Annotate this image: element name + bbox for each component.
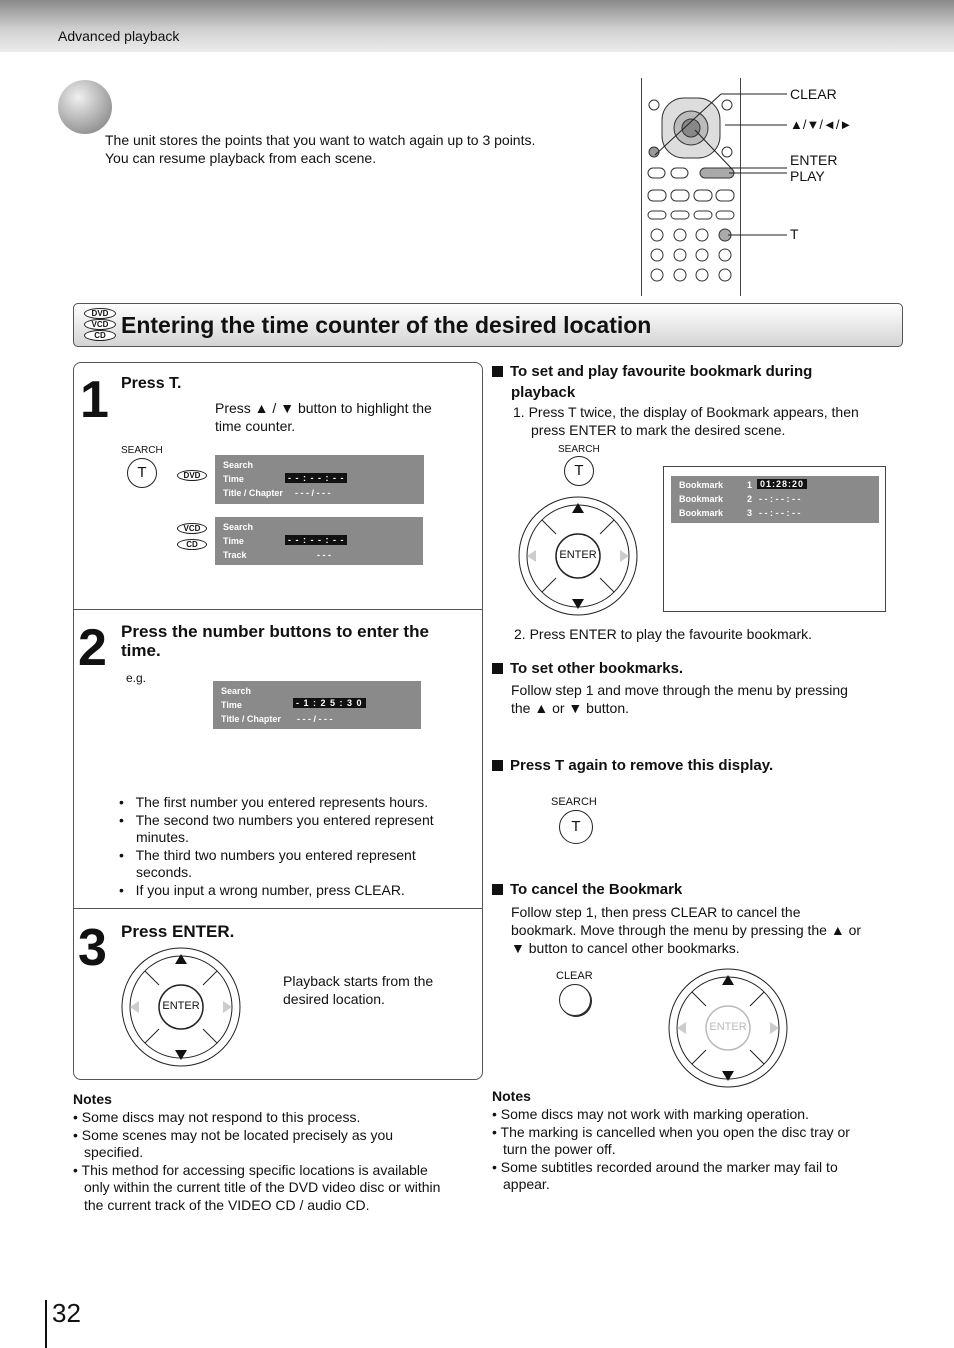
step-2-bullets: [119, 794, 434, 899]
note-item: • The marking is cancelled when you open the disc tray or: [492, 1123, 850, 1140]
step-3-number: 3: [78, 919, 107, 977]
osd-example: [213, 681, 421, 729]
other-bookmarks-text: [511, 681, 848, 717]
sphere-icon: [58, 80, 112, 134]
intro-text: [105, 131, 535, 167]
other-bookmarks-text-b: the ▲ or ▼ button.: [511, 700, 629, 716]
bullet-3: • The third two numbers you entered represent: [119, 846, 416, 863]
osd-row-time: Time: [223, 474, 244, 484]
vcd-disc-icon: VCD: [84, 319, 116, 330]
osd-track-value: - - -: [317, 550, 331, 560]
step-1-desc-a: Press ▲ / ▼ button to highlight the: [215, 400, 432, 416]
cd-disc-icon: CD: [84, 330, 116, 341]
bookmark-row-num: 2: [747, 494, 753, 504]
osd-row-time: Time: [221, 700, 242, 710]
bookmark-screen: [663, 466, 886, 612]
notes-left-heading: Notes: [73, 1091, 112, 1107]
osd-row-track: Track: [223, 550, 247, 560]
remove-display-heading-text: Press T again to remove this display.: [510, 757, 774, 774]
bookmark-row-num: 1: [747, 480, 753, 490]
bookmark-heading-b: playback: [511, 384, 576, 401]
search-label: SEARCH: [558, 444, 600, 455]
note-item-cont: turn the power off.: [503, 1141, 616, 1157]
page-number-rule: [45, 1300, 47, 1348]
step-1-number: 1: [80, 371, 109, 429]
step-1-desc-b: time counter.: [215, 418, 296, 434]
bullet-2-cont: minutes.: [136, 829, 189, 845]
bookmark-row-label: Bookmark: [679, 480, 724, 490]
step-2-number: 2: [78, 619, 107, 677]
note-item: • Some subtitles recorded around the marker may fail to: [492, 1158, 838, 1175]
intro-line-2: You can resume playback from each scene.: [105, 150, 377, 166]
enter-label: ENTER: [559, 549, 597, 561]
t-button-icon: T: [127, 458, 157, 488]
remote-leader-lines: [641, 78, 791, 296]
enter-label: ENTER: [162, 1000, 200, 1012]
step-1-desc: [215, 399, 432, 435]
bookmark-step-1-b: press ENTER to mark the desired scene.: [531, 422, 786, 438]
note-item-cont: appear.: [503, 1176, 550, 1192]
bookmark-row-value: - - : - - : - -: [759, 508, 801, 518]
page-number: 32: [52, 1298, 81, 1328]
cancel-bookmark-text-c: ▼ button to cancel other bookmarks.: [511, 940, 740, 956]
osd-row-search: Search: [221, 686, 252, 696]
square-bullet-icon: [492, 760, 503, 771]
section-label: Advanced playback: [58, 28, 180, 44]
play-label: PLAY: [790, 168, 825, 184]
notes-left-list: [73, 1109, 440, 1214]
note-item-cont: the current track of the VIDEO CD / audio CD.: [84, 1196, 370, 1213]
step-2-title-b: time.: [121, 641, 161, 660]
step-3-title: Press ENTER.: [121, 922, 235, 941]
enter-pad-icon: [667, 967, 789, 1089]
osd-row-search: Search: [223, 460, 254, 470]
t-button-icon: T: [564, 456, 594, 486]
intro-line-1: The unit stores the points that you want to watch again up to 3 points.: [105, 132, 536, 148]
t-button-icon: T: [559, 810, 593, 844]
bookmark-heading-a: To set and play favourite bookmark during: [510, 363, 813, 380]
note-item: • Some scenes may not be located precisely as you: [73, 1126, 394, 1143]
bullet-text: The second two numbers you entered represent: [135, 811, 434, 828]
bookmark-step-1: [513, 403, 859, 439]
square-bullet-icon: [492, 884, 503, 895]
cancel-bookmark-text-b: bookmark. Move through the menu by pressing the ▲ or: [511, 922, 862, 938]
other-bookmarks-text-a: Follow step 1 and move through the menu by pressing: [511, 682, 848, 698]
enter-label: ENTER: [790, 152, 838, 168]
bookmark-row-value: 01:28:20: [757, 479, 807, 489]
bullet-1: • The first number you entered represents hours.: [119, 794, 429, 810]
osd-time-value: - - : - - : - -: [285, 473, 347, 483]
notes-right-heading: Notes: [492, 1088, 531, 1104]
step-divider-2: [74, 908, 482, 909]
cd-disc-icon: CD: [177, 539, 207, 550]
osd-dvd-search: [215, 455, 424, 504]
step-divider-1: [74, 609, 482, 610]
bookmark-row-value: - - : - - : - -: [759, 494, 801, 504]
search-label: SEARCH: [551, 796, 597, 808]
bullet-text: If you input a wrong number, press CLEAR.: [135, 881, 405, 898]
header-bar: [0, 0, 954, 52]
square-bullet-icon: [492, 366, 503, 377]
notes-right-list: [492, 1106, 850, 1194]
osd-row-title: Title / Chapter: [221, 714, 281, 724]
bookmark-step-2: 2. Press ENTER to play the favourite bookmark.: [514, 626, 813, 642]
osd-title-value: - - - / - - -: [295, 488, 331, 498]
bookmark-step-1-a: 1. Press T twice, the display of Bookmark appears, then: [513, 404, 859, 420]
banner-title: Entering the time counter of the desired location: [121, 312, 652, 338]
note-item: • This method for accessing specific locations is available: [73, 1161, 428, 1178]
clear-button-label: CLEAR: [556, 970, 593, 982]
enter-pad-icon: [120, 946, 242, 1068]
vcd-disc-icon: VCD: [177, 523, 207, 534]
step-3-desc-a: Playback starts from the: [283, 973, 434, 989]
osd-time-value: - - : - - : - -: [285, 535, 347, 545]
arrows-label: ▲/▼/◄/►: [790, 117, 853, 132]
search-label: SEARCH: [121, 445, 163, 456]
bookmark-row-label: Bookmark: [679, 508, 724, 518]
cancel-bookmark-text: [511, 903, 861, 957]
bookmark-row-num: 3: [747, 508, 753, 518]
eg-label: e.g.: [126, 671, 147, 685]
cancel-bookmark-heading: [492, 881, 682, 898]
note-item-cont: only within the current title of the DVD video disc or within: [84, 1179, 441, 1195]
bookmark-row-label: Bookmark: [679, 494, 724, 504]
osd-vcd-search: [215, 517, 423, 565]
step-2-title-a: Press the number buttons to enter the: [121, 622, 429, 641]
bullet-text: The first number you entered represents hours.: [135, 794, 429, 810]
bullet-3-cont: seconds.: [136, 864, 193, 880]
t-label: T: [790, 226, 799, 242]
osd-row-search: Search: [223, 522, 254, 532]
clear-label: CLEAR: [790, 86, 837, 102]
enter-pad-icon: [517, 495, 639, 617]
step-3-desc-b: desired location.: [283, 991, 385, 1007]
step-1-title: Press T.: [121, 375, 182, 392]
step-2-title: [121, 622, 429, 660]
dvd-disc-icon: DVD: [84, 308, 116, 319]
clear-button-icon: [559, 984, 591, 1016]
step-3-desc: [283, 972, 433, 1008]
cancel-bookmark-heading-text: To cancel the Bookmark: [510, 881, 683, 898]
osd-row-title: Title / Chapter: [223, 488, 283, 498]
bullet-4: • If you input a wrong number, press CLEAR.: [119, 881, 405, 898]
square-bullet-icon: [492, 663, 503, 674]
other-bookmarks-heading: [492, 660, 683, 677]
bookmark-osd: [671, 476, 879, 523]
bookmark-heading: [492, 361, 812, 403]
enter-label: ENTER: [709, 1021, 747, 1033]
note-item: • Some discs may not respond to this process.: [73, 1109, 361, 1125]
osd-title-value: - - - / - - -: [297, 714, 333, 724]
note-item-cont: specified.: [84, 1144, 144, 1160]
note-item: • Some discs may not work with marking operation.: [492, 1106, 809, 1122]
bullet-2: • The second two numbers you entered represent: [119, 811, 434, 828]
cancel-bookmark-text-a: Follow step 1, then press CLEAR to cancel the: [511, 904, 801, 920]
other-bookmarks-heading-text: To set other bookmarks.: [510, 660, 684, 677]
bullet-text: The third two numbers you entered represent: [135, 846, 416, 863]
osd-row-time: Time: [223, 536, 244, 546]
osd-time-value: - 1 : 2 5 : 3 0: [293, 698, 366, 708]
remove-display-heading: [492, 757, 773, 774]
dvd-disc-icon: DVD: [177, 470, 207, 481]
